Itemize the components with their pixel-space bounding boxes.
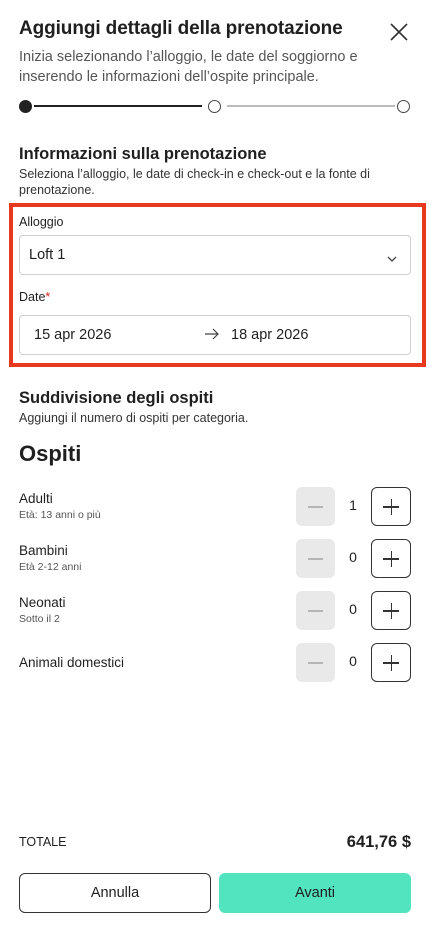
checkin-date[interactable]: 15 apr 2026	[34, 327, 112, 343]
guests-section-title: Suddivisione degli ospiti	[19, 389, 214, 407]
page-title: Aggiungi dettagli della prenotazione	[19, 18, 343, 39]
booking-info-description: Seleziona l’alloggio, le date di check-in e check-out e la fonte di prenotazione.	[19, 167, 370, 197]
arrow-right-icon	[204, 327, 220, 341]
step-3-dot	[397, 100, 410, 113]
guests-section-description: Aggiungi il numero di ospiti per categoria.	[19, 411, 249, 425]
guest-sublabel: Età: 13 anni o più	[19, 509, 101, 521]
cancel-button[interactable]: Annulla	[19, 873, 211, 913]
decrement-button[interactable]	[296, 539, 335, 578]
guest-count: 1	[349, 497, 357, 513]
step-1-line	[34, 105, 202, 107]
guest-label: Animali domestici	[19, 655, 125, 670]
guest-count: 0	[349, 549, 357, 565]
dates-label-text: Date	[19, 290, 46, 304]
guest-label: Neonati	[19, 595, 66, 610]
guest-row-pets	[19, 643, 411, 683]
guest-row-children	[19, 539, 411, 579]
increment-button[interactable]	[371, 591, 411, 630]
guests-heading: Ospiti	[19, 441, 82, 466]
guest-sublabel: Età 2-12 anni	[19, 561, 82, 573]
increment-button[interactable]	[371, 643, 411, 682]
step-1-dot	[19, 100, 32, 113]
step-2-dot	[208, 100, 221, 113]
guest-count: 0	[349, 653, 357, 669]
step-2-line	[227, 105, 395, 107]
dates-label	[19, 290, 50, 304]
guest-row-infants	[19, 591, 411, 631]
decrement-button[interactable]	[296, 591, 335, 630]
booking-info-title: Informazioni sulla prenotazione	[19, 145, 267, 163]
accommodation-value: Loft 1	[29, 247, 66, 263]
checkout-date[interactable]: 18 apr 2026	[231, 327, 309, 343]
guest-label: Bambini	[19, 543, 68, 558]
chevron-down-icon	[387, 251, 397, 261]
progress-stepper	[19, 99, 411, 113]
page-subtitle: Inizia selezionando l’alloggio, le date del soggiorno e inserendo le informazioni dell’ospite principale.	[19, 49, 358, 85]
guest-label: Adulti	[19, 491, 53, 506]
guest-count: 0	[349, 601, 357, 617]
date-range-field[interactable]	[19, 315, 411, 355]
decrement-button[interactable]	[296, 487, 335, 526]
total-label: TOTALE	[19, 835, 67, 849]
close-icon[interactable]	[388, 21, 410, 43]
increment-button[interactable]	[371, 539, 411, 578]
total-value: 641,76 $	[346, 833, 411, 851]
next-button[interactable]: Avanti	[219, 873, 411, 913]
accommodation-label: Alloggio	[19, 215, 64, 229]
required-marker: *	[45, 290, 51, 304]
decrement-button[interactable]	[296, 643, 335, 682]
accommodation-select[interactable]	[19, 235, 411, 275]
guest-row-adults	[19, 487, 411, 527]
increment-button[interactable]	[371, 487, 411, 526]
guest-sublabel: Sotto il 2	[19, 613, 60, 625]
